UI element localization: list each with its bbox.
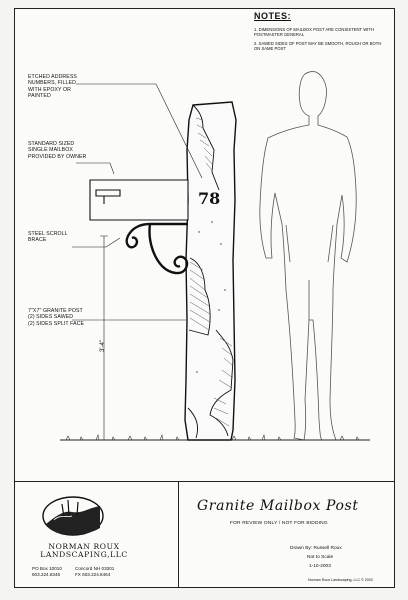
granite-post [185,102,236,440]
callout-granite-post: 7"X7" GRANITE POST (2) SIDES SAWED (2) SIDES SPLIT FACE [28,308,85,327]
notes-title: NOTES: [254,11,292,21]
scale-note: Not to Scale [307,555,334,560]
company-name: NORMAN ROUX LANDSCAPING,LLC [40,542,128,559]
drawing-title: Granite Mailbox Post [197,498,359,514]
callout-mailbox: STANDARD SIZED SINGLE MAILBOX PROVIDED BY OWNER [28,141,87,160]
person-silhouette [260,72,356,440]
footer-copyright: Norman Roux Landscaping, LLC © 2003 [308,578,373,582]
drawn-by: Drawn By: Russell Roux [290,546,342,551]
callout-scroll-brace: STEEL SCROLL BRACE [28,231,68,244]
company-address: PO Box 10010 603.224.8346 [32,566,62,577]
steel-scroll-brace [127,224,188,273]
drawing-subtitle: FOR REVIEW ONLY / NOT FOR BIDDING [230,521,328,526]
address-number: 78 [198,189,221,208]
company-contact: Concord NH 03301 FX 603.224.8464 [75,566,115,577]
drawing-date: 1-10-2003 [309,564,331,569]
height-dimension-label: 3'-4" [99,340,106,352]
height-dimension [100,236,108,440]
note-item-2: 2. SAWED SIDES OF POST MAY BE SMOOTH, ROUGH OR BOTH ON SAME POST [254,41,382,52]
callout-etched-numbers: ETCHED ADDRESS NUMBERS, FILLED WITH EPOXY OR PAINTED [28,74,77,99]
title-block-divider [178,481,179,588]
company-logo [38,494,108,540]
note-item-1: 1. DIMENSIONS OF MAILBOX POST ARE CONSISTENT WITH POSTMASTER GENERAL [254,27,374,38]
mailbox [90,180,188,220]
